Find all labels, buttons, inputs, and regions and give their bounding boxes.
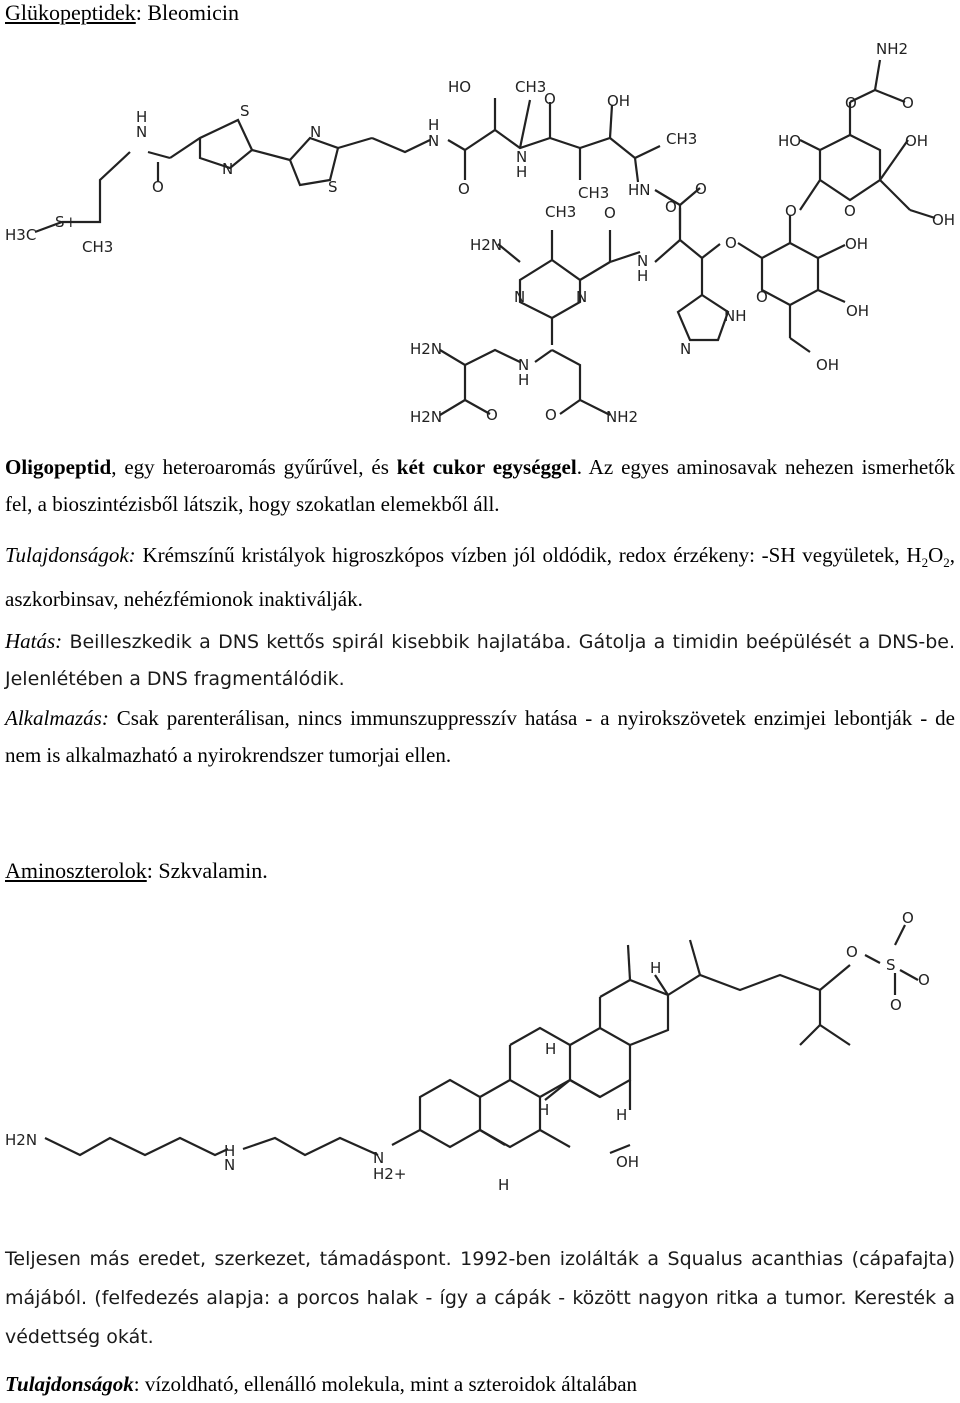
svg-text:H: H [136,108,148,126]
squalamine-properties-paragraph: Tulajdonságok: vízoldható, ellenálló molekula, mint a szteroidok általában [5,1372,638,1396]
svg-text:N: N [373,1149,385,1167]
properties-paragraph: Tulajdonságok: Krémszínű kristályok higroszkópos vízben jól oldódik, redox érzékeny: -SH vegyületek, $H_2O_2$, aszkorbinsav, nehézfémionok inaktiválják. [5,543,955,612]
svg-text:H: H [428,116,440,134]
heading-link[interactable]: Glükopeptidek [5,0,136,25]
svg-text:NH: NH [724,307,747,325]
svg-text:OH: OH [846,302,870,320]
svg-text:O: O [725,234,737,252]
svg-text:H: H [498,1176,510,1194]
svg-text:O: O [846,943,858,961]
svg-text:O: O [665,198,677,216]
svg-text:O: O [756,288,768,306]
svg-text:HO: HO [778,132,802,150]
svg-text:HN: HN [628,181,651,199]
svg-text:N: N [310,123,322,141]
svg-text:CH3: CH3 [666,130,698,148]
svg-text:N: N [576,288,588,306]
effect-label: Hatás: [5,629,63,653]
svg-text:O: O [844,202,856,220]
svg-text:O: O [486,406,498,424]
label-h3c: H3C [5,226,37,244]
svg-text:H: H [616,1106,628,1124]
heading-rest: : Bleomicin [135,0,240,25]
svg-text:OH: OH [845,235,869,253]
svg-text:O: O [785,202,797,220]
label-s-plus: S+ [55,213,78,231]
svg-text:O: O [458,180,470,198]
bleomycin-structure [0,40,960,435]
section-heading-glycopeptides [5,0,239,26]
svg-text:H: H [650,959,662,977]
svg-text:O: O [604,204,616,222]
svg-text:CH3: CH3 [578,184,610,202]
effect-paragraph: Hatás: Beilleszkedik a DNS kettős spirál kisebbik hajlatába. Gátolja a timidin beépülését a DNS-be. Jelenlétében a DNS fragmentálódik. [5,629,955,690]
section-heading-aminosterols [5,858,268,884]
svg-text:OH: OH [607,92,631,110]
svg-text:HO: HO [448,78,472,96]
svg-text:O: O [845,94,857,112]
svg-text:H: H [538,1101,550,1119]
svg-text:NH2: NH2 [876,40,909,58]
svg-text:N: N [136,123,148,141]
squalamine-h2n: H2N [5,1131,38,1149]
svg-text:O: O [695,180,707,198]
label-ch3: CH3 [82,238,114,256]
svg-text:N: N [224,1156,236,1174]
svg-text:CH3: CH3 [515,78,547,96]
svg-text:CH3: CH3 [545,203,577,221]
svg-text:S: S [328,178,338,196]
application-label: Alkalmazás: [5,706,109,730]
intro-paragraph: Oligopeptid, egy heteroaromás gyűrűvel, és két cukor egységgel. Az egyes aminosavak nehezen ismerhetők fel, a bioszintézisből látszik, hogy szokatlan elemekből áll. [5,455,955,516]
svg-text:H: H [518,371,530,389]
svg-text:OH: OH [816,356,840,374]
svg-text:NH2: NH2 [606,408,639,426]
squalamine-properties-label: Tulajdonságok [5,1372,134,1396]
svg-text:O: O [902,909,914,927]
svg-text:N: N [516,148,528,166]
properties-label: Tulajdonságok: [5,543,136,567]
svg-text:OH: OH [905,132,929,150]
svg-text:N: N [514,288,526,306]
svg-text:N: N [680,340,692,358]
svg-text:O: O [152,178,164,196]
svg-text:H: H [637,267,649,285]
svg-text:H2N: H2N [470,236,503,254]
svg-text:H2N: H2N [410,408,443,426]
svg-text:S: S [886,956,896,974]
squalamine-structure [0,905,960,1210]
svg-text:H: H [545,1040,557,1058]
svg-text:N: N [518,356,530,374]
heading-link-aminosterols[interactable]: Aminoszterolok [5,858,147,883]
svg-text:O: O [902,94,914,112]
svg-text:S: S [240,102,250,120]
svg-text:O: O [545,406,557,424]
svg-text:H2+: H2+ [373,1165,407,1183]
heading-rest-aminosterols: : Szkvalamin. [146,858,268,883]
svg-text:O: O [890,996,902,1014]
squalamine-origin-paragraph: Teljesen más eredet, szerkezet, támadáspont. 1992-ben izolálták a Squalus acanthias (cápafajta) májából. (felfedezés alapja: a porcos halak - így a cápák - között nagyon ritka a tumor. Keresték a védettség okát. [5,1248,955,1348]
svg-text:O: O [918,971,930,989]
svg-text:H: H [224,1142,236,1160]
svg-text:H: H [516,163,528,181]
svg-text:OH: OH [616,1153,640,1171]
svg-text:N: N [637,252,649,270]
svg-text:N: N [222,160,234,178]
svg-text:O: O [544,90,556,108]
svg-text:OH: OH [932,211,956,229]
svg-text:N: N [428,132,440,150]
svg-text:H2N: H2N [410,340,443,358]
application-paragraph: Alkalmazás: Csak parenterálisan, nincs immunszuppresszív hatása - a nyirokszövetek enzimjei lebontják - de nem is alkalmazható a nyirokrendszer tumorjai ellen. [5,706,955,767]
